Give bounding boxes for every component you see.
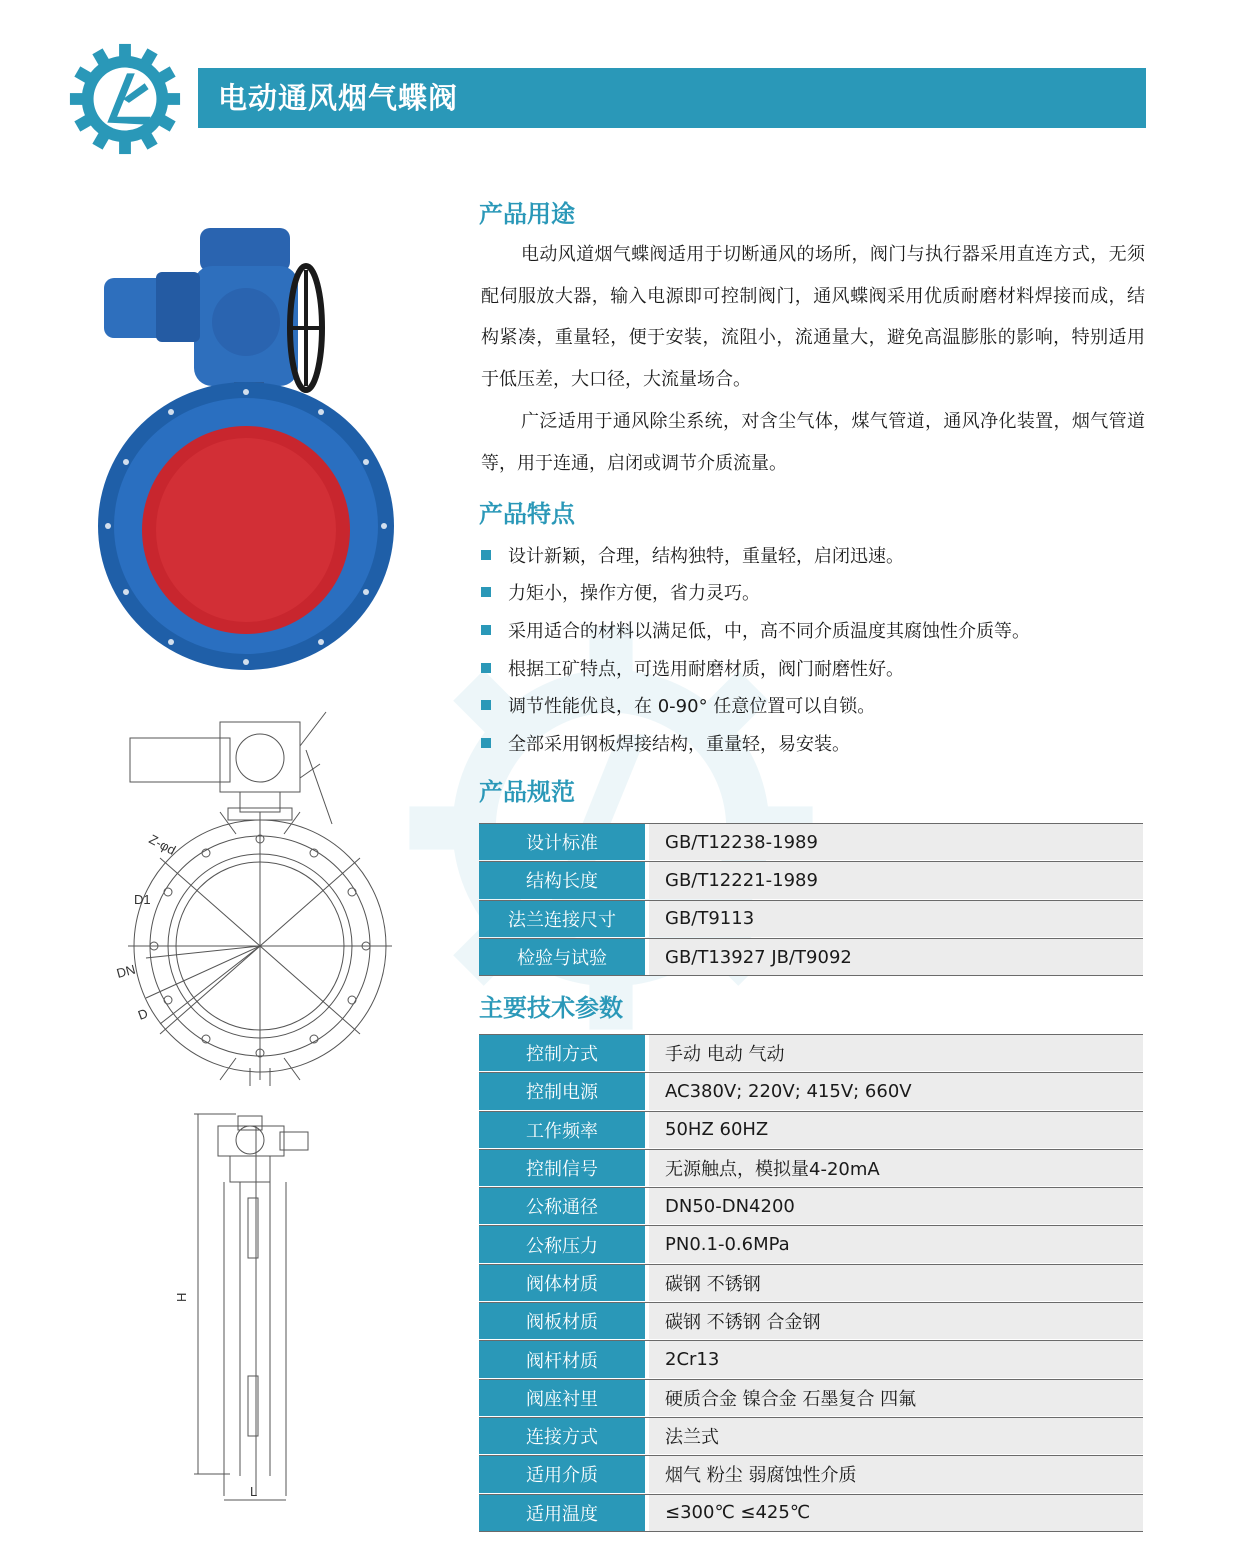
param-value: 硬质合金 镍合金 石墨复合 四氟: [645, 1380, 1143, 1416]
list-item: [481, 536, 1145, 574]
label-l: L: [250, 1484, 258, 1499]
spec-heading: 产品规范: [479, 778, 575, 806]
param-value: 50HZ 60HZ: [645, 1112, 1143, 1148]
table-row: [479, 1302, 1143, 1339]
spec-key: 法兰连接尺寸: [479, 901, 645, 937]
feature-text: 采用适合的材料以满足低，中，高不同介质温度其腐蚀性介质等。: [508, 620, 1030, 642]
param-key: 工作频率: [479, 1112, 645, 1148]
table-row: [479, 1455, 1143, 1492]
page-title: 电动通风烟气蝶阀: [218, 81, 459, 115]
param-value: 烟气 粉尘 弱腐蚀性介质: [645, 1456, 1143, 1492]
side-view-drawing: [160, 1106, 330, 1512]
square-bullet-icon: [481, 625, 491, 635]
label-d: D: [135, 1005, 150, 1023]
table-row: [479, 823, 1143, 860]
list-item: [481, 686, 1145, 724]
param-value: AC380V; 220V; 415V; 660V: [645, 1073, 1143, 1109]
table-row: [479, 1379, 1143, 1416]
param-key: 公称压力: [479, 1226, 645, 1262]
param-key: 阀座衬里: [479, 1380, 645, 1416]
usage-paragraph-2: 广泛适用于通风除尘系统，对含尘气体，煤气管道，通风净化装置，烟气管道等，用于连通，启闭或调节介质流量。: [481, 411, 1145, 474]
param-value: 手动 电动 气动: [645, 1035, 1143, 1071]
table-row: [479, 1417, 1143, 1454]
param-key: 控制电源: [479, 1073, 645, 1109]
list-item: [481, 724, 1145, 762]
param-key: 公称通径: [479, 1188, 645, 1224]
param-key: 阀体材质: [479, 1265, 645, 1301]
param-key: 适用介质: [479, 1456, 645, 1492]
feature-text: 调节性能优良，在 0-90° 任意位置可以自锁。: [508, 696, 876, 718]
square-bullet-icon: [481, 663, 491, 673]
feature-text: 全部采用钢板焊接结构，重量轻，易安装。: [508, 733, 850, 755]
param-value: 2Cr13: [645, 1341, 1143, 1377]
spec-key: 检验与试验: [479, 939, 645, 975]
table-row: [479, 938, 1143, 976]
param-key: 阀杆材质: [479, 1341, 645, 1377]
label-dn: DN: [114, 961, 137, 981]
spec-key: 设计标准: [479, 824, 645, 860]
table-row: [479, 1340, 1143, 1377]
param-value: 碳钢 不锈钢: [645, 1265, 1143, 1301]
param-value: 碳钢 不锈钢 合金钢: [645, 1303, 1143, 1339]
square-bullet-icon: [481, 700, 491, 710]
square-bullet-icon: [481, 738, 491, 748]
title-bar: [198, 68, 1146, 128]
spec-value: GB/T12238-1989: [645, 824, 1143, 860]
table-row: [479, 1264, 1143, 1301]
table-row: [479, 1034, 1143, 1071]
features-heading: 产品特点: [479, 500, 575, 528]
feature-text: 根据工矿特点，可选用耐磨材质，阀门耐磨性好。: [508, 658, 904, 680]
product-photo: [96, 222, 408, 674]
usage-heading: 产品用途: [479, 200, 575, 228]
list-item: [481, 649, 1145, 687]
label-holes: Z-φd: [146, 831, 179, 858]
param-key: 控制信号: [479, 1150, 645, 1186]
spec-value: GB/T9113: [645, 901, 1143, 937]
table-row: [479, 1187, 1143, 1224]
usage-paragraph-1: 电动风道烟气蝶阀适用于切断通风的场所，阀门与执行器采用直连方式，无须配伺服放大器，输入电源即可控制阀门，通风蝶阀采用优质耐磨材料焊接而成，结构紧凑，重量轻，便于安装，流阻小，流通量大，避免高温膨胀的影响，特别适用于低压差，大口径，大流量场合。: [481, 244, 1145, 390]
features-list: [481, 536, 1145, 762]
table-row: [479, 900, 1143, 937]
table-row: [479, 1111, 1143, 1148]
label-h: H: [174, 1292, 189, 1302]
param-key: 适用温度: [479, 1495, 645, 1531]
table-row: [479, 1225, 1143, 1262]
param-key: 控制方式: [479, 1035, 645, 1071]
param-key: 阀板材质: [479, 1303, 645, 1339]
table-row: [479, 1072, 1143, 1109]
param-value: ≤300℃ ≤425℃: [645, 1495, 1143, 1531]
params-heading: 主要技术参数: [479, 994, 623, 1022]
spec-table: [479, 823, 1143, 977]
spec-key: 结构长度: [479, 862, 645, 898]
param-value: DN50-DN4200: [645, 1188, 1143, 1224]
param-value: 法兰式: [645, 1418, 1143, 1454]
label-d1: D1: [134, 892, 151, 907]
feature-text: 设计新颖，合理，结构独特，重量轻，启闭迅速。: [508, 545, 904, 567]
spec-value: GB/T13927 JB/T9092: [645, 939, 1143, 975]
table-row: [479, 1494, 1143, 1532]
feature-text: 力矩小，操作方便，省力灵巧。: [508, 583, 760, 605]
list-item: [481, 611, 1145, 649]
spec-value: GB/T12221-1989: [645, 862, 1143, 898]
square-bullet-icon: [481, 550, 491, 560]
square-bullet-icon: [481, 587, 491, 597]
param-value: PN0.1-0.6MPa: [645, 1226, 1143, 1262]
params-table: [479, 1034, 1143, 1533]
table-row: [479, 1149, 1143, 1186]
list-item: [481, 574, 1145, 612]
front-view-drawing: [100, 708, 430, 1094]
param-key: 连接方式: [479, 1418, 645, 1454]
company-logo: [66, 40, 184, 158]
table-row: [479, 861, 1143, 898]
param-value: 无源触点，模拟量4-20mA: [645, 1150, 1143, 1186]
